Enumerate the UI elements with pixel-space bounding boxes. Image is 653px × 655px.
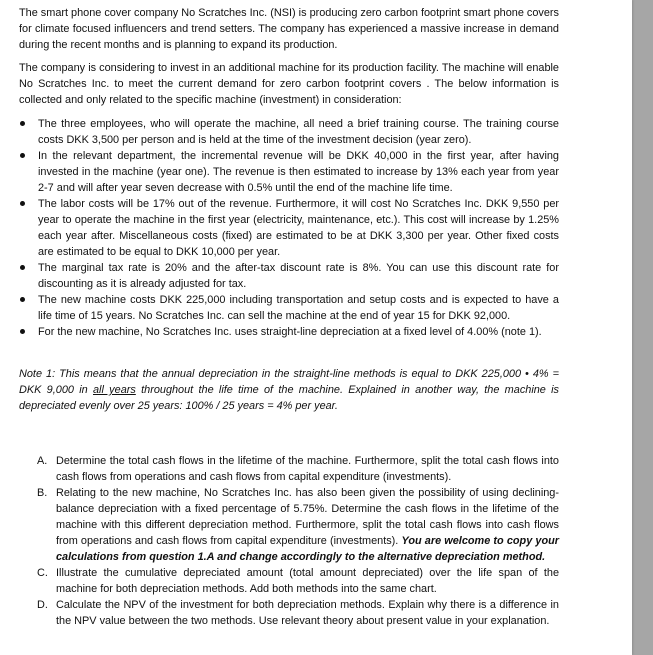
- bullet-icon: [20, 265, 25, 270]
- list-item-text: The new machine costs DKK 225,000 including transportation and setup costs and is expected to have a life time of 15 years. No Scratches Inc. can sell the machine at the end of year 15 for DKK 92,000.: [38, 294, 559, 322]
- depreciation-note: [19, 366, 559, 414]
- question-item: [19, 485, 559, 565]
- bullet-icon: [20, 329, 25, 334]
- questions-list: [19, 453, 559, 629]
- information-list: [19, 116, 559, 340]
- question-emphasis: You are welcome to copy your calculations from question 1.A and change accordingly to the alternative depreciation method.: [56, 535, 559, 563]
- list-item-text: In the relevant department, the incremental revenue will be DKK 40,000 in the first year, after having invested in the machine (year one). The revenue is then estimated to increase by 13% each year from year 2-7 and will after year seven decrease with 0.5% until the end of the machine life time.: [38, 150, 559, 194]
- question-text: Illustrate the cumulative depreciated amount (total amount depreciated) over the life span of the machine for both depreciation methods. Add both methods into the same chart.: [56, 567, 559, 595]
- question-letter: B.: [37, 487, 48, 499]
- list-item: [19, 260, 559, 292]
- question-letter: D.: [37, 599, 48, 611]
- question-item: [19, 597, 559, 629]
- question-letter: C.: [37, 567, 48, 579]
- list-item-text: The labor costs will be 17% out of the revenue. Furthermore, it will cost No Scratches Inc. DKK 9,550 per year to operate the machine in the first year (electricity, maintenance, etc.). This cost will increase by 1.25% each year after. Miscellaneous costs (fixed) are estimated to be at DKK 3,300 per year. Other fixed costs are estimated to be equal to DKK 10,000 per year.: [38, 198, 559, 258]
- document-body: [19, 5, 559, 629]
- bullet-icon: [20, 121, 25, 126]
- list-item: [19, 292, 559, 324]
- question-text: Calculate the NPV of the investment for both depreciation methods. Explain why there is a difference in the NPV value between the two methods. Use relevant theory about present value in your explanation.: [56, 599, 559, 627]
- question-text: Relating to the new machine, No Scratches Inc. has also been given the possibility of using declining-balance depreciation with a fixed percentage of 5.75%. Determine the cash flows in the lifetime of the machine with this different depreciation method. Furthermore, split the total cash flows into cash flows from operations and cash flows from capital expenditure (investments).: [56, 487, 559, 547]
- bullet-icon: [20, 297, 25, 302]
- question-item: [19, 565, 559, 597]
- bullet-icon: [20, 201, 25, 206]
- list-item-text: For the new machine, No Scratches Inc. uses straight-line depreciation at a fixed level of 4.00% (note 1).: [38, 326, 542, 338]
- question-letter: A.: [37, 455, 48, 467]
- intro-paragraph: The smart phone cover company No Scratches Inc. (NSI) is producing zero carbon footprint smart phone covers for climate focused influencers and trend setters. The company has experienced a massive increase in demand during the recent months and is planning to expand its production.: [19, 7, 559, 51]
- list-item-text: The marginal tax rate is 20% and the after-tax discount rate is 8%. You can use this discount rate for discounting as it is already adjusted for tax.: [38, 262, 559, 290]
- question-item: [19, 453, 559, 485]
- bullet-icon: [20, 153, 25, 158]
- list-item: [19, 148, 559, 196]
- list-item: [19, 324, 559, 340]
- list-item: [19, 116, 559, 148]
- note-underlined-text: all years: [93, 384, 136, 396]
- question-text: Determine the total cash flows in the lifetime of the machine. Furthermore, split the total cash flows into cash flows from operations and cash flows from capital expenditure (investments).: [56, 455, 559, 483]
- investment-paragraph: The company is considering to invest in an additional machine for its production facility. The machine will enable No Scratches Inc. to meet the current demand for zero carbon footprint covers . The below information is collected and only related to the specific machine (investment) in consideration:: [19, 62, 559, 106]
- note-text-end: throughout the life time of the machine. Explained in another way, the machine is depreciated evenly over 25 years: 100% / 25 years = 4% per year.: [19, 384, 560, 412]
- note-text-start: Note 1: This means that the annual depreciation in the straight-line methods is equal to DKK 225,000 • 4% = DKK 9,000 in: [19, 368, 559, 396]
- list-item: [19, 196, 559, 260]
- list-item-text: The three employees, who will operate the machine, all need a brief training course. The training course costs DKK 3,500 per person and is held at the time of the investment decision (year zero).: [38, 118, 559, 146]
